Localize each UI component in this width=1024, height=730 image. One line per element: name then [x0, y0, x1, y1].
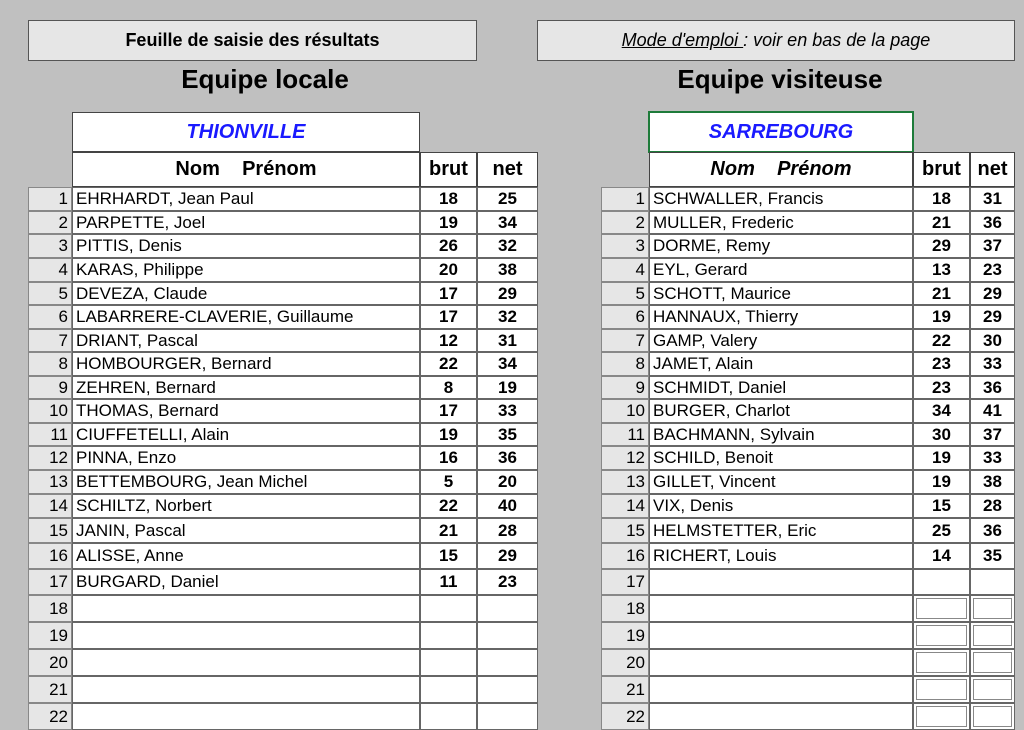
mode-emploi-link[interactable]: Mode d'emploi	[621, 30, 744, 50]
visitor-row-number: 13	[601, 470, 649, 494]
local-row-number: 21	[28, 676, 72, 703]
local-col-name-header: Nom Prénom	[72, 152, 420, 187]
visitor-row-name[interactable]: GAMP, Valery	[649, 329, 913, 352]
local-row-name[interactable]: SCHILTZ, Norbert	[72, 494, 420, 518]
local-row-net[interactable]: 29	[477, 543, 538, 569]
local-row-brut[interactable]: 18	[420, 187, 477, 211]
visitor-row-name[interactable]: HELMSTETTER, Eric	[649, 518, 913, 543]
visitor-row-name[interactable]: HANNAUX, Thierry	[649, 305, 913, 329]
local-row-brut[interactable]: 22	[420, 352, 477, 376]
visitor-row-name[interactable]: SCHMIDT, Daniel	[649, 376, 913, 399]
sheet-title: Feuille de saisie des résultats	[125, 30, 380, 50]
local-row-brut[interactable]: 26	[420, 234, 477, 258]
local-row-brut[interactable]: 12	[420, 329, 477, 352]
visitor-row-net[interactable]: 31	[970, 187, 1015, 211]
local-row-name[interactable]: PITTIS, Denis	[72, 234, 420, 258]
local-row-brut[interactable]	[420, 595, 477, 622]
local-row-name[interactable]: DEVEZA, Claude	[72, 282, 420, 305]
visitor-row-number: 12	[601, 446, 649, 470]
visitor-row-brut[interactable]: 23	[913, 376, 970, 399]
sheet-title-box	[28, 20, 477, 61]
visitor-row-name[interactable]: MULLER, Frederic	[649, 211, 913, 234]
visitor-row-number: 8	[601, 352, 649, 376]
local-row-name[interactable]: ZEHREN, Bernard	[72, 376, 420, 399]
local-row-number: 20	[28, 649, 72, 676]
visitor-row-number: 22	[601, 703, 649, 730]
local-row-net[interactable]: 19	[477, 376, 538, 399]
visitor-row-brut[interactable]: 18	[913, 187, 970, 211]
local-row-brut[interactable]	[420, 649, 477, 676]
local-row-name[interactable]: DRIANT, Pascal	[72, 329, 420, 352]
local-row-brut[interactable]: 17	[420, 282, 477, 305]
visitor-row-name[interactable]: EYL, Gerard	[649, 258, 913, 282]
visitor-row-net[interactable]	[970, 649, 1015, 676]
visitor-row-name[interactable]: VIX, Denis	[649, 494, 913, 518]
visitor-row-net[interactable]	[970, 703, 1015, 730]
visitor-row-brut[interactable]: 21	[913, 211, 970, 234]
visitor-row-brut[interactable]: 19	[913, 470, 970, 494]
visitor-row-name[interactable]: SCHWALLER, Francis	[649, 187, 913, 211]
local-row-net[interactable]: 32	[477, 305, 538, 329]
visitor-row-brut[interactable]: 15	[913, 494, 970, 518]
visitor-row-number: 3	[601, 234, 649, 258]
visitor-team-name[interactable]: SARREBOURG	[648, 111, 914, 153]
local-row-brut[interactable]: 11	[420, 569, 477, 595]
visitor-row-number: 10	[601, 399, 649, 423]
local-row-name[interactable]: PARPETTE, Joel	[72, 211, 420, 234]
local-row-name[interactable]: ALISSE, Anne	[72, 543, 420, 569]
visitor-row-name[interactable]	[649, 569, 913, 595]
visitor-row-number: 17	[601, 569, 649, 595]
visitor-row-net[interactable]: 37	[970, 423, 1015, 446]
local-row-number: 12	[28, 446, 72, 470]
visitor-row-number: 19	[601, 622, 649, 649]
local-row-number: 13	[28, 470, 72, 494]
visitor-row-net[interactable]	[970, 595, 1015, 622]
visitor-row-net[interactable]: 29	[970, 282, 1015, 305]
local-row-brut[interactable]: 17	[420, 305, 477, 329]
visitor-row-number: 14	[601, 494, 649, 518]
visitor-row-brut[interactable]: 19	[913, 305, 970, 329]
visitor-row-name[interactable]: JAMET, Alain	[649, 352, 913, 376]
local-row-net[interactable]: 33	[477, 399, 538, 423]
local-row-name[interactable]	[72, 703, 420, 730]
local-row-net[interactable]	[477, 649, 538, 676]
visitor-row-name[interactable]	[649, 622, 913, 649]
local-row-number: 22	[28, 703, 72, 730]
visitor-row-number: 9	[601, 376, 649, 399]
visitor-row-number: 5	[601, 282, 649, 305]
local-row-number: 3	[28, 234, 72, 258]
visitor-row-brut[interactable]: 22	[913, 329, 970, 352]
local-row-number: 15	[28, 518, 72, 543]
local-row-brut[interactable]: 17	[420, 399, 477, 423]
local-row-brut[interactable]: 16	[420, 446, 477, 470]
visitor-row-brut[interactable]	[913, 569, 970, 595]
visitor-col-brut-header: brut	[913, 152, 970, 187]
local-row-brut[interactable]: 22	[420, 494, 477, 518]
local-row-brut[interactable]: 20	[420, 258, 477, 282]
local-row-name[interactable]: BETTEMBOURG, Jean Michel	[72, 470, 420, 494]
visitor-row-net[interactable]	[970, 569, 1015, 595]
visitor-row-brut[interactable]	[913, 595, 970, 622]
visitor-row-net[interactable]: 29	[970, 305, 1015, 329]
visitor-row-number: 16	[601, 543, 649, 569]
local-row-brut[interactable]	[420, 676, 477, 703]
local-col-brut-header: brut	[420, 152, 477, 187]
visitor-row-name[interactable]: BACHMANN, Sylvain	[649, 423, 913, 446]
local-row-brut[interactable]: 8	[420, 376, 477, 399]
local-row-number: 17	[28, 569, 72, 595]
visitor-row-brut[interactable]	[913, 622, 970, 649]
local-row-net[interactable]: 28	[477, 518, 538, 543]
local-row-net[interactable]: 38	[477, 258, 538, 282]
local-row-name[interactable]	[72, 649, 420, 676]
visitor-row-brut[interactable]: 30	[913, 423, 970, 446]
visitor-row-name[interactable]	[649, 595, 913, 622]
local-row-name[interactable]	[72, 676, 420, 703]
local-row-name[interactable]: HOMBOURGER, Bernard	[72, 352, 420, 376]
visitor-row-brut[interactable]	[913, 703, 970, 730]
local-row-brut[interactable]	[420, 703, 477, 730]
visitor-row-net[interactable]: 33	[970, 446, 1015, 470]
visitor-row-net[interactable]: 23	[970, 258, 1015, 282]
local-row-brut[interactable]: 19	[420, 211, 477, 234]
local-row-name[interactable]	[72, 595, 420, 622]
instructions-box	[537, 20, 1015, 61]
local-row-brut[interactable]: 5	[420, 470, 477, 494]
visitor-row-brut[interactable]	[913, 649, 970, 676]
local-row-net[interactable]: 23	[477, 569, 538, 595]
visitor-row-number: 4	[601, 258, 649, 282]
visitor-row-brut[interactable]: 14	[913, 543, 970, 569]
visitor-row-brut[interactable]: 29	[913, 234, 970, 258]
local-row-name[interactable]: PINNA, Enzo	[72, 446, 420, 470]
visitor-row-number: 15	[601, 518, 649, 543]
local-row-net[interactable]: 34	[477, 352, 538, 376]
visitor-row-name[interactable]: SCHOTT, Maurice	[649, 282, 913, 305]
visitor-row-number: 11	[601, 423, 649, 446]
local-row-name[interactable]: CIUFFETELLI, Alain	[72, 423, 420, 446]
local-row-net[interactable]	[477, 622, 538, 649]
local-row-name[interactable]: EHRHARDT, Jean Paul	[72, 187, 420, 211]
visitor-row-net[interactable]	[970, 622, 1015, 649]
local-row-number: 14	[28, 494, 72, 518]
local-row-number: 10	[28, 399, 72, 423]
local-row-net[interactable]: 32	[477, 234, 538, 258]
local-row-net[interactable]: 40	[477, 494, 538, 518]
visitor-row-number: 21	[601, 676, 649, 703]
local-row-number: 18	[28, 595, 72, 622]
local-row-net[interactable]: 31	[477, 329, 538, 352]
visitor-row-brut[interactable]: 23	[913, 352, 970, 376]
local-row-number: 7	[28, 329, 72, 352]
visitor-row-net[interactable]: 36	[970, 211, 1015, 234]
local-row-net[interactable]: 36	[477, 446, 538, 470]
visitor-row-net[interactable]: 38	[970, 470, 1015, 494]
local-row-number: 2	[28, 211, 72, 234]
local-row-net[interactable]	[477, 676, 538, 703]
visitor-row-net[interactable]: 28	[970, 494, 1015, 518]
visitor-row-name[interactable]: BURGER, Charlot	[649, 399, 913, 423]
visitor-row-name[interactable]: SCHILD, Benoit	[649, 446, 913, 470]
local-row-net[interactable]: 20	[477, 470, 538, 494]
visitor-row-net[interactable]: 41	[970, 399, 1015, 423]
visitor-row-brut[interactable]: 19	[913, 446, 970, 470]
local-row-net[interactable]: 25	[477, 187, 538, 211]
local-row-name[interactable]: LABARRERE-CLAVERIE, Guillaume	[72, 305, 420, 329]
local-row-number: 6	[28, 305, 72, 329]
local-row-number: 11	[28, 423, 72, 446]
local-row-name[interactable]: JANIN, Pascal	[72, 518, 420, 543]
visitor-col-name-header: Nom Prénom	[649, 152, 913, 187]
local-row-brut[interactable]: 19	[420, 423, 477, 446]
visitor-col-net-header: net	[970, 152, 1015, 187]
visitor-row-brut[interactable]: 34	[913, 399, 970, 423]
visitor-row-number: 7	[601, 329, 649, 352]
visitor-row-net[interactable]	[970, 676, 1015, 703]
local-row-net[interactable]: 34	[477, 211, 538, 234]
visitor-row-name[interactable]: RICHERT, Louis	[649, 543, 913, 569]
visitor-row-number: 18	[601, 595, 649, 622]
visitor-row-net[interactable]: 36	[970, 518, 1015, 543]
local-row-brut[interactable]: 21	[420, 518, 477, 543]
visitor-row-number: 6	[601, 305, 649, 329]
local-row-number: 4	[28, 258, 72, 282]
local-row-number: 16	[28, 543, 72, 569]
visitor-row-brut[interactable]: 13	[913, 258, 970, 282]
visitor-row-brut[interactable]: 25	[913, 518, 970, 543]
local-row-name[interactable]: THOMAS, Bernard	[72, 399, 420, 423]
local-row-number: 5	[28, 282, 72, 305]
local-row-name[interactable]: KARAS, Philippe	[72, 258, 420, 282]
local-row-net[interactable]	[477, 595, 538, 622]
local-row-net[interactable]: 29	[477, 282, 538, 305]
mode-emploi-text: : voir en bas de la page	[743, 30, 931, 50]
local-team-heading: Equipe locale	[181, 64, 349, 94]
visitor-row-net[interactable]: 33	[970, 352, 1015, 376]
visitor-row-net[interactable]: 37	[970, 234, 1015, 258]
visitor-row-name[interactable]: GILLET, Vincent	[649, 470, 913, 494]
visitor-row-name[interactable]	[649, 649, 913, 676]
local-row-net[interactable]: 35	[477, 423, 538, 446]
visitor-row-net[interactable]: 36	[970, 376, 1015, 399]
visitor-row-number: 2	[601, 211, 649, 234]
local-row-number: 1	[28, 187, 72, 211]
local-row-number: 19	[28, 622, 72, 649]
local-row-net[interactable]	[477, 703, 538, 730]
visitor-row-brut[interactable]: 21	[913, 282, 970, 305]
visitor-row-brut[interactable]	[913, 676, 970, 703]
visitor-row-number: 20	[601, 649, 649, 676]
visitor-team-heading: Equipe visiteuse	[677, 64, 883, 94]
local-row-number: 8	[28, 352, 72, 376]
visitor-row-name[interactable]	[649, 703, 913, 730]
visitor-row-name[interactable]: DORME, Remy	[649, 234, 913, 258]
local-row-brut[interactable]: 15	[420, 543, 477, 569]
local-row-brut[interactable]	[420, 622, 477, 649]
local-row-name[interactable]	[72, 622, 420, 649]
visitor-row-name[interactable]	[649, 676, 913, 703]
visitor-row-net[interactable]: 35	[970, 543, 1015, 569]
local-team-name[interactable]: THIONVILLE	[72, 112, 420, 152]
local-row-number: 9	[28, 376, 72, 399]
local-row-name[interactable]: BURGARD, Daniel	[72, 569, 420, 595]
local-col-net-header: net	[477, 152, 538, 187]
visitor-row-number: 1	[601, 187, 649, 211]
visitor-row-net[interactable]: 30	[970, 329, 1015, 352]
